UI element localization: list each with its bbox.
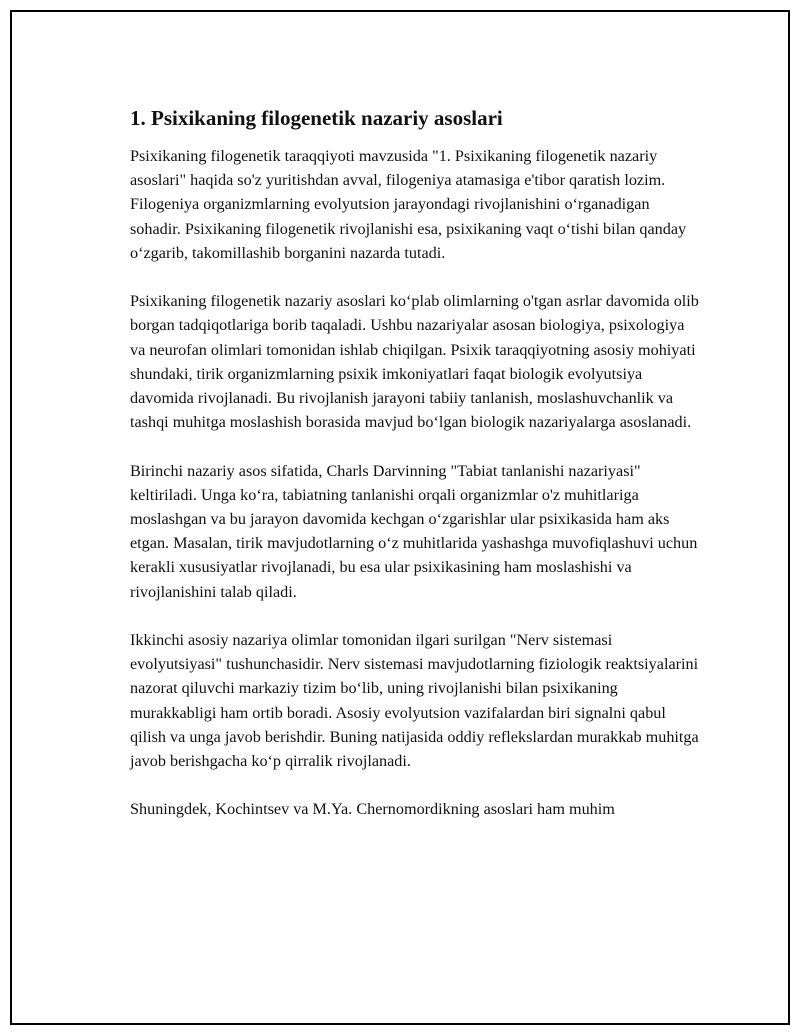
document-body [130,104,700,846]
paragraph: Shuningdek, Kochintsev va M.Ya. Chernomordikning asoslari ham muhim [130,800,615,819]
paragraph: Ikkinchi asosiy nazariya olimlar tomonidan ilgari surilgan "Nerv sistemasi evolyutsiyasi" tushunchasidir. Nerv sistemasi mavjudotlarning fiziologik reaktsiyalarini nazorat qiluvchi markaziy tizim bo‘lib, uning rivojlanishi bilan psixikaning murakkabligi ham ortib boradi. Asosiy evolyutsion vazifalardan biri signalni qabul qilish va unga javob berishdir. Buning natijasida oddiy reflekslardan murakkab muhitga javob berishgacha ko‘p qirralik rivojlanadi. [130,631,699,771]
document-title: 1. Psixikaning filogenetik nazariy asoslari [130,106,503,130]
paragraph: Psixikaning filogenetik taraqqiyoti mavzusida "1. Psixikaning filogenetik nazariy asoslari" haqida so'z yuritishdan avval, filogeniya atamasiga e'tibor qaratish lozim. Filogeniya organizmlarning evolyutsion jarayondagi rivojlanishini o‘rganadigan sohadir. Psixikaning filogenetik rivojlanishi esa, psixikaning vaqt o‘tishi bilan qanday o‘zgarib, takomillashib borganini nazarda tutadi. [130,147,687,262]
paragraph: Psixikaning filogenetik nazariy asoslari ko‘plab olimlarning o'tgan asrlar davomida olib borgan tadqiqotlariga borib taqaladi. Ushbu nazariyalar asosan biologiya, psixologiya va neurofan olimlari tomonidan ishlab chiqilgan. Psixik taraqqiyotning asosiy mohiyati shundaki, tirik organizmlarning psixik imkoniyatlari faqat biologik evolyutsiya davomida rivojlanadi. Bu rivojlanish jarayoni tabiiy tanlanish, moslashuvchanlik va tashqi muhitga moslashish borasida mavjud bo‘lgan biologik nazariyalarga asoslanadi. [130,292,699,432]
paragraph: Birinchi nazariy asos sifatida, Charls Darvinning "Tabiat tanlanishi nazariyasi" keltiriladi. Unga ko‘ra, tabiatning tanlanishi orqali organizmlar o'z muhitlariga moslashgan va bu jarayon davomida kechgan o‘zgarishlar ular psixikasida ham aks etgan. Masalan, tirik mavjudotlarning o‘z muhitlarida yashashga muvofiqlashuvi uchun kerakli xususiyatlar rivojlanadi, bu esa ular psixikasining ham moslashishi va rivojlanishini talab qiladi. [130,461,698,601]
page [10,10,790,1025]
